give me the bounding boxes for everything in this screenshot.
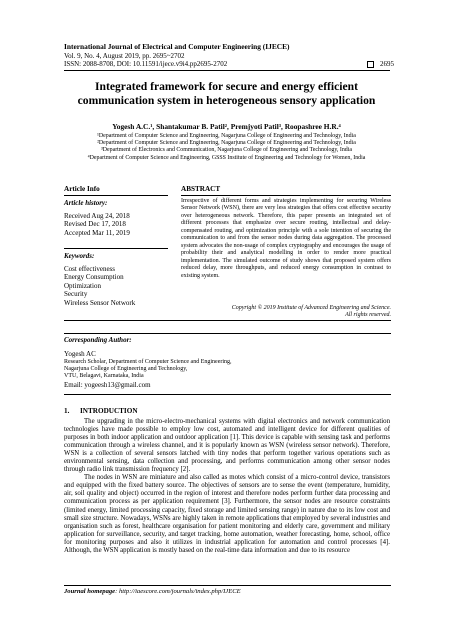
copyright-line-2: All rights reserved.	[345, 312, 391, 319]
info-bottom-rule	[64, 320, 391, 321]
introduction-body	[64, 418, 390, 555]
keyword-item: Security	[64, 290, 88, 299]
affiliation-3: ³Department of Electronics and Communication, Nagarjuna College of Engineering and Technology, India	[101, 147, 352, 154]
abstract-text: Irrespective of different forms and strategies implementing for securing Wireless Sensor Network (WSN), there are very less strategies that offers cost effective security over heterogeneous network. Therefore, this paper presents an integrated set of different processes that emphasize over secure routing, intellectual and delay-compensated routing, and optimization principle with a sole intention of securing the communication to and from the sensor nodes during data aggregation. The processed system advocates the non-usage of complex cryptography and encourages the usage of probability their and analytical modelling in order to render more practical implementation. The simulated outcome of study shows that proposed system offers reduced delay, more throughputs, and reduced energy consumption in contrast to existing system.	[181, 198, 391, 279]
square-bullet-icon	[367, 61, 374, 68]
journal-issn: ISSN: 2088-8708, DOI: 10.11591/ijece.v9i4.pp2695-2702	[64, 60, 228, 69]
keyword-item: Wireless Sensor Network	[64, 298, 136, 307]
history-revised: Revised Dec 17, 2018	[64, 220, 126, 229]
keywords-rule	[64, 248, 168, 249]
history-accepted: Accepted Mar 11, 2019	[64, 228, 130, 237]
homepage-label: Journal homepage	[64, 588, 116, 595]
introduction-paragraph-2: The nodes in WSN are miniature and also called as motes which consist of a micro-control device, transistors and equipped with the fixed battery source. The objectives of sensors are to sense the event (temperature, humidity, air, soil quality and object) occurred in the region of interest and therefore nodes perform further data processing and communication process as per application requirement [3]. Furthermore, the sensor nodes are resource constraints (limited energy, limited processing capacity, fixed storage and limited sensing range) in nature due to its low cost and small size structure. Nowadays, WSNs are highly taken in remote applications that employed by several industries and organisation such as forest, healthcare organisation for patient monitoring and elderly care, government and military application for surveillance, security, and target tracking, home automation, weather forecasting, home, school, office for monitoring purposes and also it utilizes in industrial application for automation and control processes [4]. Although, the WSN application is mostly based on the real-time data information and due to its resource	[64, 474, 390, 554]
journal-header	[64, 43, 394, 69]
homepage-url[interactable]: http://iaescore.com/journals/index.php/IJECE	[118, 588, 241, 595]
keyword-item: Optimization	[64, 281, 101, 290]
section-title: INTRODUCTION	[80, 407, 138, 415]
corresponding-affiliation-line: Nagarjuna College of Engineering and Technology,	[64, 366, 188, 373]
history-received: Received Aug 24, 2018	[64, 211, 130, 220]
affiliations	[52, 133, 401, 162]
corresponding-affiliation-line: VTU, Belagavi, Karnataka, India	[64, 373, 144, 380]
affiliation-2: ²Department of Computer Science and Engineering, Nagarjuna College of Engineering and Technology, India	[97, 140, 356, 147]
article-info-rule	[64, 195, 168, 196]
abstract-heading: ABSTRACT	[181, 185, 221, 193]
keywords-label: Keywords:	[64, 252, 95, 260]
introduction-paragraph-1: The upgrading in the micro-electro-mechanical systems with digital electronics and network communication technologies have made possible to employ low cost, automated and intelligent device for different qualities of purposes in both indoor application and outdoor application [1]. This device is capable with sensing task and performs communication through a wireless channel, and it is popularly known as WSN (wireless sensor network). Therefore, WSN is a collection of several sensors latched with tiny nodes that perform together various operations such as environmental sensing, data collection and processing, and performs communication among other sensor nodes through radio link transmission frequency [2].	[64, 418, 390, 474]
corresponding-top-rule	[64, 333, 391, 334]
paper-title: Integrated framework for secure and energy efficient communication system in heterogeneous sensory application	[77, 80, 376, 107]
introduction-heading	[64, 407, 138, 415]
journal-volume: Vol. 9, No. 4, August 2019, pp. 2695~2702	[64, 51, 185, 60]
copyright-line-1: Copyright © 2019 Institute of Advanced Engineering and Science.	[231, 305, 391, 311]
article-info-heading: Article Info	[64, 185, 100, 193]
page-number: 2695	[380, 60, 394, 68]
journal-homepage-footer	[64, 588, 241, 595]
corresponding-author-name: Yogesh AC	[64, 350, 96, 358]
affiliation-4: ⁴Department of Computer Science and Engineering, GSSS Institute of Engineering and Technology for Women, India	[87, 154, 366, 161]
article-history-label: Article history:	[64, 199, 108, 207]
journal-name: International Journal of Electrical and Computer Engineering (IJECE)	[64, 42, 290, 51]
corresponding-author	[64, 336, 284, 390]
article-history	[64, 199, 168, 237]
copyright-notice	[181, 305, 391, 320]
paper-authors: Yogesh A.C.¹, Shantakumar B. Patil², Premjyoti Patil³, Roopashree H.R.⁴	[112, 122, 341, 131]
keyword-item: Cost effectiveness	[64, 264, 115, 273]
abstract-rule	[181, 195, 391, 196]
keyword-item: Energy Consumption	[64, 273, 124, 282]
section-number: 1.	[64, 407, 70, 415]
page-number-block	[367, 60, 394, 68]
header-rule	[64, 70, 390, 71]
homepage-separator: :	[115, 588, 119, 595]
corresponding-email: Email: yogeesh13@gmail.com	[64, 380, 151, 389]
corresponding-bottom-rule	[64, 394, 391, 395]
corresponding-affiliation-line: Research Scholar, Department of Computer Science and Engineering,	[64, 359, 232, 365]
footer-rule	[64, 585, 391, 586]
corresponding-author-label: Corresponding Author:	[64, 336, 132, 344]
keywords-block	[64, 252, 168, 308]
affiliation-1: ¹Department of Computer Science and Engineering, Nagarjuna College of Engineering and Technology, India	[97, 133, 356, 139]
